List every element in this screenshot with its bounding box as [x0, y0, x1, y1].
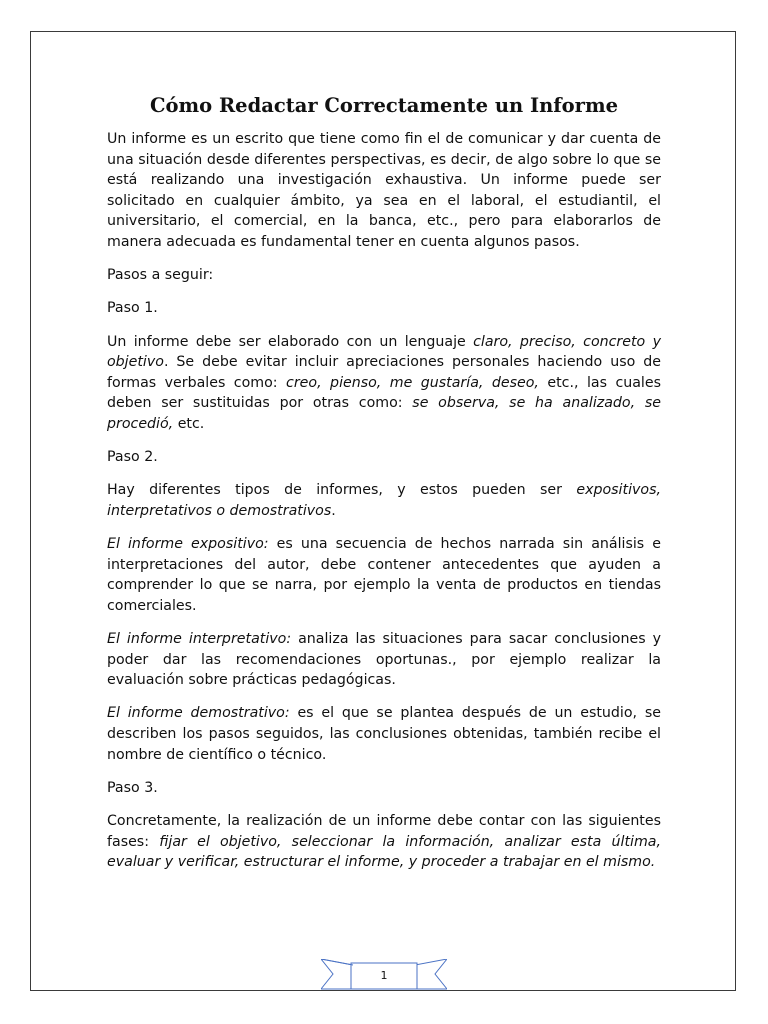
document-title: Cómo Redactar Correctamente un Informe: [150, 94, 618, 117]
paragraph: [107, 778, 661, 799]
paragraph: [107, 298, 661, 319]
italic-text: creo, pienso, me gustaría, deseo,: [286, 374, 539, 391]
text-run: . Se debe evitar incluir apreciaciones personales haciendo uso de formas verbales como:: [107, 354, 661, 391]
page-number-footer: [321, 959, 447, 995]
text-run: .: [331, 502, 336, 519]
paragraph: [107, 447, 661, 468]
text-run: Pasos a seguir:: [107, 267, 214, 284]
text-run: Paso 2.: [107, 449, 158, 466]
paragraph: [107, 265, 661, 286]
paragraph: [107, 534, 661, 616]
paragraph: [107, 480, 661, 521]
paragraph: [107, 703, 661, 765]
text-run: Paso 3.: [107, 779, 158, 796]
text-run: Concretamente, la realización de un informe debe contar con las siguientes fases:: [107, 812, 661, 850]
italic-text: claro, preciso, concreto y objetivo: [107, 333, 661, 371]
italic-text: El informe demostrativo:: [107, 705, 290, 722]
document-page: [30, 31, 736, 991]
text-run: analiza las situaciones para sacar conclusiones y poder dar las recomendaciones oportunas., por ejemplo realizar la evaluación sobre prácticas pedagógicas.: [107, 631, 661, 689]
italic-text: se observa, se ha analizado, se procedió,: [107, 395, 661, 432]
paragraph: [107, 629, 661, 691]
paragraph: [107, 129, 661, 253]
text-run: Paso 1.: [107, 300, 158, 317]
document-body: [107, 90, 661, 885]
italic-text: El informe interpretativo:: [107, 631, 292, 648]
italic-text: El informe expositivo:: [107, 536, 269, 553]
paragraph-list: [107, 129, 661, 873]
italic-text: fijar el objetivo, seleccionar la información, analizar esta última, evaluar y verificar, estructurar el informe, y proceder a trabajar en el mismo.: [107, 833, 661, 871]
paragraph: [107, 332, 661, 435]
text-run: Un informe es un escrito que tiene como fin el de comunicar y dar cuenta de una situación desde diferentes perspectivas, es decir, de algo sobre lo que se está realizando una investigación exhaustiva. Un informe puede ser solicitado en cualquier ámbito, ya sea en el laboral, el estudiantil, el universitario, el comercial, en la banca, etc., pero para elaborarlos de manera adecuada es fundamental tener en cuenta algunos pasos.: [107, 131, 661, 250]
text-run: etc.: [173, 415, 205, 432]
paragraph: [107, 811, 661, 873]
page-number: 1: [380, 969, 388, 982]
text-run: etc., las cuales deben ser sustituidas por otras como:: [107, 374, 661, 412]
text-run: Hay diferentes tipos de informes, y estos pueden ser: [107, 482, 577, 499]
text-run: es el que se plantea después de un estudio, se describen los pasos seguidos, las conclusiones obtenidas, también recibe el nombre de científico o técnico.: [107, 705, 661, 763]
text-run: es una secuencia de hechos narrada sin análisis e interpretaciones del autor, debe contener antecedentes que ayuden a comprender lo que se narra, por ejemplo la venta de productos en tiendas comerciales.: [107, 536, 662, 614]
italic-text: expositivos, interpretativos o demostrativos: [107, 482, 661, 519]
text-run: Un informe debe ser elaborado con un lenguaje: [107, 333, 474, 350]
